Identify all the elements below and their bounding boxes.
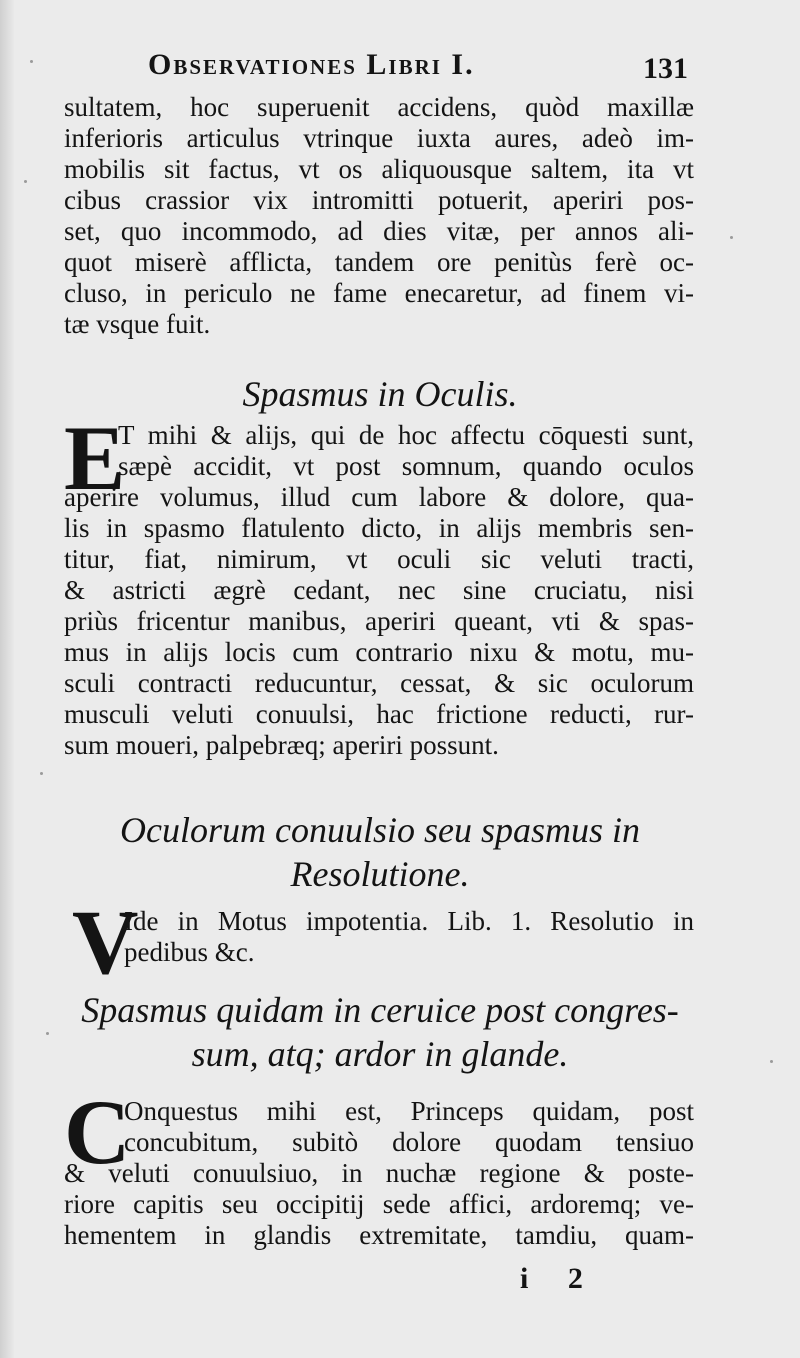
text-line: mobilis sit factus, vt os aliquousque saltem, ita vt bbox=[64, 154, 694, 184]
text-line: concubitum, subitò dolore quodam tensiuo bbox=[124, 1127, 694, 1157]
text-line: sum moueri, palpebræq; aperiri possunt. bbox=[64, 730, 499, 760]
paragraph-1 bbox=[64, 92, 694, 340]
paragraph-2 bbox=[64, 482, 694, 761]
text-line: sculi contracti reducuntur, cessat, & sic oculorum bbox=[64, 668, 694, 698]
text-line: inferioris articulus vtrinque iuxta aures, adeò im- bbox=[64, 123, 694, 153]
text-line: mus in alijs locis cum contrario nixu & motu, mu- bbox=[64, 637, 694, 667]
scan-speck bbox=[40, 772, 43, 775]
drop-cap: E bbox=[64, 407, 126, 509]
text-line: lis in spasmo flatulento dicto, in alijs membris sen- bbox=[64, 513, 694, 543]
running-title: Observationes Libri I. bbox=[148, 48, 475, 81]
text-line: set, quo incommodo, ad dies vitæ, per annos ali- bbox=[64, 216, 694, 246]
scan-speck bbox=[730, 236, 733, 239]
text-line: riore capitis seu occipitij sede affici, ardoremq; ve- bbox=[64, 1189, 694, 1219]
text-line: Onquestus mihi est, Princeps quidam, post bbox=[124, 1096, 694, 1126]
text-line: musculi veluti conuulsi, hac frictione reducti, rur- bbox=[64, 699, 694, 729]
text-line: tæ vsque fuit. bbox=[64, 309, 211, 339]
text-line: & astricti ægrè cedant, nec sine cruciatu, nisi bbox=[64, 575, 694, 605]
text-line: pedibus &c. bbox=[124, 937, 255, 967]
scan-speck bbox=[30, 60, 33, 63]
scan-edge bbox=[0, 0, 14, 1358]
text-line: priùs fricentur manibus, aperiri queant, vti & spas- bbox=[64, 606, 694, 636]
heading-line: Spasmus quidam in ceruice post congres- bbox=[81, 990, 679, 1030]
scan-speck bbox=[46, 1032, 49, 1035]
text-line: cluso, in periculo ne fame enecaretur, ad finem vi- bbox=[64, 278, 694, 308]
text-line: T mihi & alijs, qui de hoc affectu cōquesti sunt, bbox=[118, 420, 694, 450]
scan-speck bbox=[770, 1060, 773, 1063]
page-number: 131 bbox=[643, 52, 688, 85]
text-line: titur, fiat, nimirum, vt oculi sic veluti tracti, bbox=[64, 544, 694, 574]
heading-line: Oculorum conuulsio seu spasmus in bbox=[120, 810, 640, 850]
drop-cap: C bbox=[64, 1081, 131, 1183]
text-line: sultatem, hoc superuenit accidens, quòd maxillæ bbox=[64, 92, 694, 122]
section-heading-spasmus-in-oculis: Spasmus in Oculis. bbox=[242, 374, 518, 414]
text-line: quot miserè afflicta, tandem ore penitùs ferè oc- bbox=[64, 247, 694, 277]
paragraph-2-lead bbox=[118, 420, 694, 482]
text-line: aperire volumus, illud cum labore & dolore, qua- bbox=[64, 482, 694, 512]
heading-line: sum, atq; ardor in glande. bbox=[191, 1034, 569, 1074]
section-heading-spasmus-in-ceruice bbox=[60, 988, 700, 1076]
text-line: Ide in Motus impotentia. Lib. 1. Resolutio in bbox=[124, 906, 694, 936]
signature-mark: i 2 bbox=[520, 1262, 599, 1295]
text-line: cibus crassior vix intromitti potuerit, aperiri pos- bbox=[64, 185, 694, 215]
text-line: sæpè accidit, vt post somnum, quando oculos bbox=[118, 451, 694, 481]
paragraph-4-lead bbox=[124, 1096, 694, 1158]
page-header bbox=[148, 40, 688, 100]
text-line: hementem in glandis extremitate, tamdiu, quam- bbox=[64, 1220, 694, 1250]
text-line: & veluti conuulsiuo, in nuchæ regione & poste- bbox=[64, 1158, 694, 1188]
paragraph-3 bbox=[124, 906, 694, 968]
drop-cap: V bbox=[72, 891, 139, 993]
paragraph-4 bbox=[64, 1158, 694, 1251]
section-heading-oculorum-conuulsio bbox=[60, 808, 700, 896]
heading-line: Resolutione. bbox=[290, 854, 470, 894]
scan-speck bbox=[24, 180, 27, 183]
